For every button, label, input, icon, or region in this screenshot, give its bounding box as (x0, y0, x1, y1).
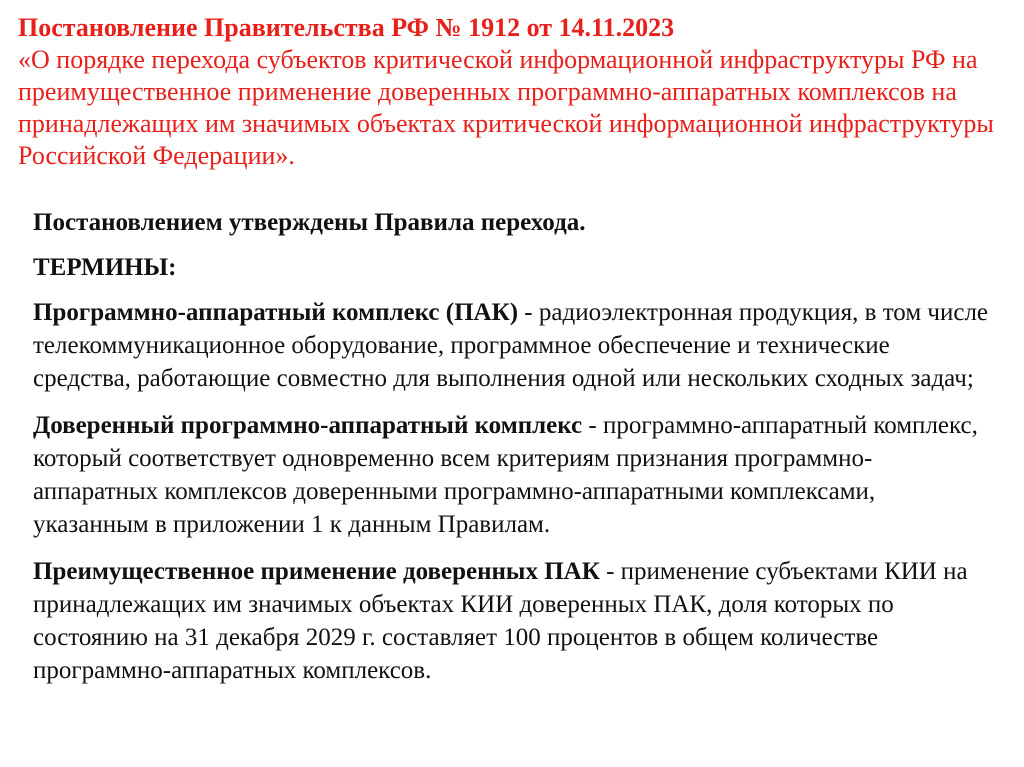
term-definition: - применение субъектами КИИ на принадлежащих им значимых объектах КИИ доверенных ПАК, доля которых по состоянию на 31 декабря 2029 г. составляет 100 процентов в общем количестве программно-аппаратных комплексов. (33, 558, 968, 684)
slide-body (33, 206, 993, 701)
page-subtitle: «О порядке перехода субъектов критической информационной инфраструктуры РФ на преимущественное применение доверенных программно-аппаратных комплексов на принадлежащих им значимых объектах критической информационной инфраструктуры Российской Федерации». (18, 45, 994, 170)
terms-heading: ТЕРМИНЫ: (33, 254, 177, 281)
term-item (33, 409, 993, 541)
page-title: Постановление Правительства РФ № 1912 от 14.11.2023 (18, 13, 675, 42)
term-definition: - радиоэлектронная продукция, в том числе телекоммуникационное оборудование, программное обеспечение и технические средства, работающие совместно для выполнения одной или нескольких сходных задач; (33, 299, 989, 392)
term-item (33, 296, 993, 395)
term-item (33, 555, 993, 687)
term-name: Преимущественное применение доверенных ПАК (33, 558, 600, 585)
intro-text: Постановлением утверждены Правила перехода. (33, 209, 586, 236)
slide-header (18, 12, 1008, 172)
term-name: Программно-аппаратный комплекс (ПАК) (33, 299, 519, 326)
term-name: Доверенный программно-аппаратный комплекс (33, 412, 583, 439)
term-definition: - программно-аппаратный комплекс, который соответствует одновременно всем критериям признания программно-аппаратных комплексов доверенными программно-аппаратными комплексами, указанным в приложении 1 к данным Правилам. (33, 412, 978, 538)
